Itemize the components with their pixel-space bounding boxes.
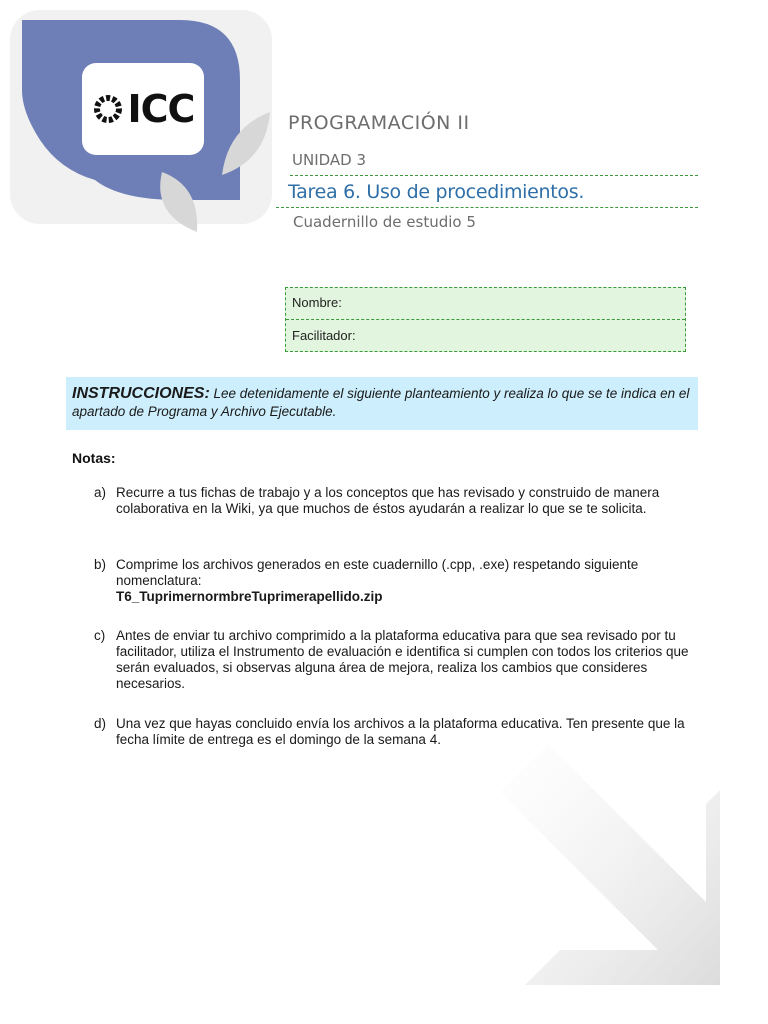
list-item <box>94 716 700 748</box>
list-item <box>94 485 700 517</box>
list-item <box>94 628 700 692</box>
list-item-text: Antes de enviar tu archivo comprimido a la plataforma educativa para que sea revisado por tu facilitador, utiliza el Instrumento de evaluación e identifica si cumplen con todos los criterios que serán evaluados, si observas alguna área de mejora, realiza los cambios que consideres necesarios. <box>116 628 689 691</box>
divider-top <box>290 175 698 176</box>
arrow-watermark <box>500 744 720 985</box>
list-marker: b) <box>94 557 107 572</box>
instructions-box <box>66 377 698 430</box>
course-title: PROGRAMACIÓN II <box>288 112 470 134</box>
task-title: Tarea 6. Uso de procedimientos. <box>288 181 585 203</box>
list-marker: a) <box>94 485 107 500</box>
logo-text: ICC <box>127 87 195 131</box>
name-field[interactable]: Nombre: <box>292 295 342 310</box>
unit-title: UNIDAD 3 <box>292 151 367 169</box>
info-box-divider <box>286 319 685 320</box>
instructions-heading: INSTRUCCIONES: <box>72 385 210 402</box>
student-info-box <box>285 287 686 352</box>
list-item <box>94 557 700 605</box>
list-item-text: Comprime los archivos generados en este cuadernillo (.cpp, .exe) respetando siguiente nomenclatura: <box>116 557 639 588</box>
list-marker: d) <box>94 716 107 731</box>
zip-filename: T6_TuprimernormbreTuprimerapellido.zip <box>116 589 383 604</box>
list-item-text: Recurre a tus fichas de trabajo y a los conceptos que has revisado y construido de manera colaborativa en la Wiki, ya que muchos de éstos ayudarán a realizar lo que se te solicita. <box>116 485 660 516</box>
instructions-text: Lee detenidamente el siguiente planteamiento y realiza lo que se te indica en el apartado de Programa y Archivo Ejecutable. <box>72 386 690 419</box>
facilitator-field[interactable]: Facilitador: <box>292 328 356 343</box>
divider-bottom <box>276 207 698 208</box>
list-item-text: Una vez que hayas concluido envía los archivos a la plataforma educativa. Ten presente que la fecha límite de entrega es el domingo de la semana 4. <box>116 716 685 747</box>
list-marker: c) <box>94 628 106 643</box>
booklet-title: Cuadernillo de estudio 5 <box>293 213 476 231</box>
notes-title: Notas: <box>72 450 116 466</box>
gear-icon <box>92 93 124 125</box>
icc-logo <box>82 63 204 155</box>
